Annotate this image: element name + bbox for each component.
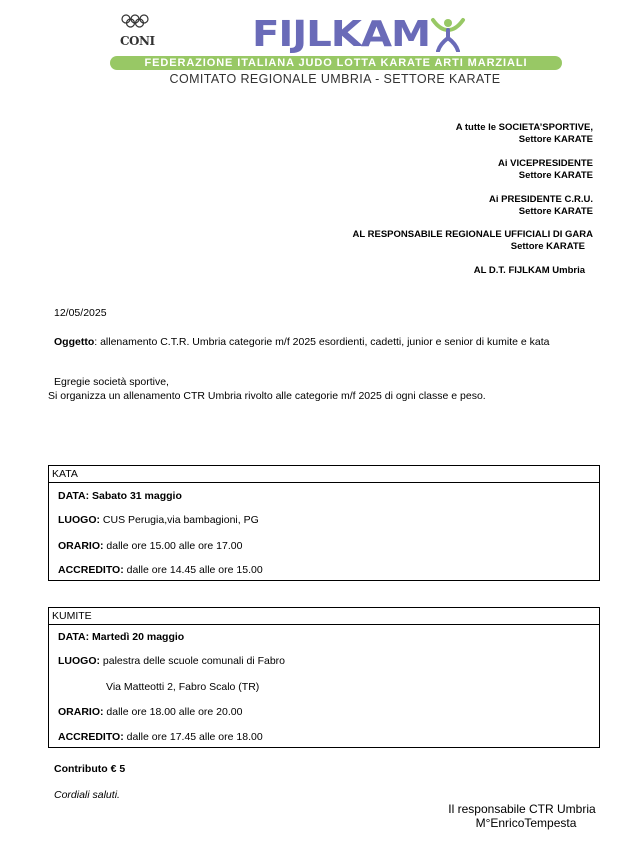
subject-text: : allenamento C.T.R. Umbria categorie m/f 2025 esordienti, cadetti, junior e senior di kumite e kata [94, 336, 550, 348]
addressee-line: Ai VICEPRESIDENTE [497, 158, 593, 169]
coni-logo [118, 12, 154, 52]
kata-accredit-label: ACCREDITO: [58, 564, 124, 576]
subject-line [54, 336, 549, 348]
committee-name: COMITATO REGIONALE UMBRIA - SETTORE KARATE [169, 72, 501, 86]
kata-place [58, 514, 259, 526]
kumite-time-label: ORARIO: [58, 706, 104, 718]
kata-time-value: dalle ore 15.00 alle ore 17.00 [106, 540, 243, 552]
kumite-date-value: Martedì 20 maggio [92, 631, 185, 643]
kata-place-value: CUS Perugia,via bambagioni, PG [102, 514, 259, 526]
kata-time [58, 540, 242, 552]
karateka-figure-icon [430, 16, 466, 52]
kumite-accredit-label: ACCREDITO: [58, 731, 124, 743]
signature-name: M°EnricoTempesta [475, 816, 577, 830]
kumite-address: Via Matteotti 2, Fabro Scalo (TR) [106, 681, 260, 693]
kumite-place-label: LUOGO: [58, 655, 100, 667]
signature [432, 802, 612, 830]
kata-box [48, 465, 600, 581]
addressee-line: A tutte le SOCIETA’SPORTIVE, [455, 122, 593, 133]
addressee-line: Settore KARATE [518, 206, 593, 217]
kata-title: KATA [49, 466, 599, 483]
contribution: Contributo € 5 [54, 763, 126, 775]
kumite-place [58, 655, 285, 667]
kata-place-label: LUOGO: [58, 514, 100, 526]
kata-date [58, 490, 182, 502]
greeting: Egregie società sportive, [54, 376, 169, 388]
kata-date-label: DATA: [58, 490, 90, 502]
kumite-place-value: palestra delle scuole comunali di Fabro [102, 655, 286, 667]
addressee-societies [456, 122, 593, 146]
kumite-time-value: dalle ore 18.00 alle ore 20.00 [106, 706, 243, 718]
addressee-dt [474, 265, 585, 277]
kata-time-label: ORARIO: [58, 540, 104, 552]
subject-label: Oggetto [54, 336, 95, 348]
addressee-referees [352, 229, 593, 253]
kumite-accredit-value: dalle ore 17.45 alle ore 18.00 [126, 731, 263, 743]
addressee-line: Ai PRESIDENTE C.R.U. [489, 194, 593, 205]
coni-logo-text: CONI [120, 34, 155, 48]
kumite-title: KUMITE [49, 608, 599, 625]
olympic-rings-icon [118, 12, 154, 32]
addressee-line: Settore KARATE [510, 241, 585, 252]
signature-role: Il responsabile CTR Umbria [448, 802, 596, 816]
brand-logo: FIJLKAM [252, 14, 430, 55]
addressee-line: Settore KARATE [518, 134, 593, 145]
addressee-line: Settore KARATE [518, 170, 593, 181]
kumite-accreditation [58, 731, 263, 743]
kata-accredit-value: dalle ore 14.45 alle ore 15.00 [126, 564, 263, 576]
kata-accreditation [58, 564, 263, 576]
kumite-date-label: DATA: [58, 631, 90, 643]
kata-date-value: Sabato 31 maggio [92, 490, 182, 502]
letter-date: 12/05/2025 [54, 307, 107, 319]
addressee-line: AL D.T. FIJLKAM Umbria [473, 265, 585, 276]
kumite-date [58, 631, 184, 643]
addressee-president [489, 194, 593, 218]
federation-name: FEDERAZIONE ITALIANA JUDO LOTTA KARATE ARTI MARZIALI [144, 57, 528, 69]
intro-text: Si organizza un allenamento CTR Umbria rivolto alle categorie m/f 2025 di ogni classe e peso. [48, 390, 486, 402]
addressee-line: AL RESPONSABILE REGIONALE UFFICIALI DI GARA [352, 229, 593, 240]
kumite-time [58, 706, 242, 718]
kumite-box [48, 607, 600, 748]
addressee-vicepresident [498, 158, 593, 182]
closing: Cordiali saluti. [54, 789, 120, 801]
